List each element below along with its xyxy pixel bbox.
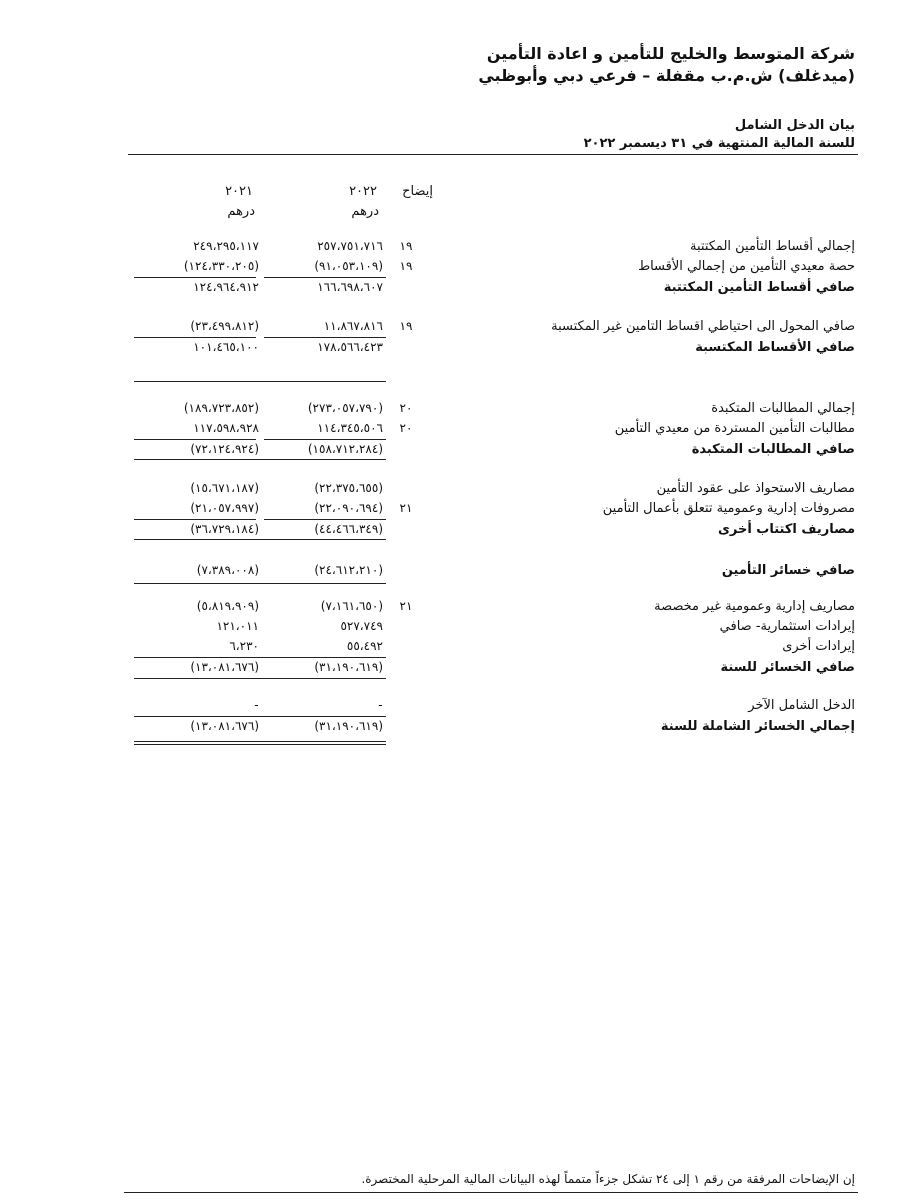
row-label-total-comprehensive-loss: إجمالي الخسائر الشاملة للسنة (660, 719, 855, 734)
row-value-2022: (١٥٨،٧١٢،٢٨٤) (307, 442, 383, 456)
row-value-2022: ١٧٨،٥٦٦،٤٢٣ (317, 340, 383, 354)
row-value-2021: (٢٣،٤٩٩،٨١٢) (190, 319, 259, 333)
subtotal-line (264, 519, 386, 520)
row-label-net-insurance-loss: صافي خسائر التأمين (721, 563, 855, 578)
subtotal-line (134, 277, 256, 278)
row-value-2021: (٣٦،٧٢٩،١٨٤) (190, 522, 259, 536)
row-value-2022: (٧،١٦١،٦٥٠) (320, 599, 383, 613)
footer-note: إن الإيضاحات المرفقة من رقم ١ إلى ٢٤ تشكل جزءاً متمماً لهذه البيانات المالية المرحلية المختصرة. (361, 1172, 855, 1186)
row-value-2021: (١٥،٦٧١،١٨٧) (190, 481, 259, 495)
row-value-2022: ٥٥،٤٩٢ (346, 639, 383, 653)
currency-2022-header: درهم (351, 204, 379, 219)
row-value-2022: (٢٧٣،٠٥٧،٧٩٠) (307, 401, 383, 415)
year-2021-header: ٢٠٢١ (225, 184, 253, 199)
section-divider (134, 459, 386, 460)
row-label-acquisition-costs: مصاريف الاستحواذ على عقود التأمين (656, 481, 855, 496)
row-value-2021: - (254, 698, 259, 712)
row-label-reinsurers-share: حصة معيدي التأمين من إجمالي الأقساط (638, 259, 855, 274)
row-value-2022: ١١،٨٦٧،٨١٦ (323, 319, 383, 333)
subtotal-line (134, 337, 256, 338)
row-label-gross-written-premiums: إجمالي أقساط التأمين المكتتبة (690, 239, 855, 254)
row-label-unallocated-admin-expenses: مصاريف إدارية وعمومية غير مخصصة (654, 599, 855, 614)
company-name: شركة المتوسط والخليج للتأمين و اعادة التأمين (486, 44, 855, 63)
row-value-2021: (١٨٩،٧٢٣،٨٥٢) (183, 401, 259, 415)
row-value-2021: ١٠١،٤٦٥،١٠٠ (193, 340, 259, 354)
note-column-header: إيضاح (402, 184, 433, 199)
row-value-2022: (٢٢،٠٩٠،٦٩٤) (314, 501, 383, 515)
row-value-2021: ١٢٤،٩٦٤،٩١٢ (193, 280, 259, 294)
subtotal-line (264, 439, 386, 440)
row-label-other-income: إيرادات أخرى (782, 639, 855, 654)
row-label-net-earned-premiums: صافي الأقساط المكتسبة (695, 340, 855, 355)
row-note: ٢١ (399, 599, 413, 613)
subtotal-line (264, 277, 386, 278)
row-value-2022: (٢٢،٣٧٥،٦٥٥) (314, 481, 383, 495)
row-value-2021: (٧،٣٨٩،٠٠٨) (196, 563, 259, 577)
row-note: ١٩ (399, 239, 413, 253)
year-2022-header: ٢٠٢٢ (349, 184, 377, 199)
row-label-net-written-premiums: صافي أقساط التأمين المكتتبة (663, 280, 855, 295)
row-label-other-underwriting-expenses: مصاريف اكتتاب أخرى (717, 522, 855, 537)
row-note: ٢١ (399, 501, 413, 515)
row-value-2021: (١٣،٠٨١،٦٧٦) (190, 660, 259, 674)
row-label-net-loss-for-year: صافي الخسائر للسنة (720, 660, 855, 675)
row-note: ٢٠ (399, 401, 413, 415)
row-value-2021: (٧٢،١٢٤،٩٢٤) (190, 442, 259, 456)
row-value-2021: ١١٧،٥٩٨،٩٢٨ (193, 421, 259, 435)
row-value-2021: (٥،٨١٩،٩٠٩) (196, 599, 259, 613)
section-divider (134, 381, 386, 382)
row-value-2021: ١٢١،٠١١ (216, 619, 259, 633)
statement-title: بيان الدخل الشامل (734, 118, 855, 133)
total-double-line-bottom (134, 744, 386, 745)
row-value-2021: (٢١،٠٥٧،٩٩٧) (190, 501, 259, 515)
row-label-reinsurance-recoveries: مطالبات التأمين المستردة من معيدي التأمين (614, 421, 855, 436)
subtotal-line (134, 716, 386, 717)
row-value-2022: ١١٤،٣٤٥،٥٠٦ (317, 421, 383, 435)
row-note: ١٩ (399, 259, 413, 273)
row-value-2022: (٢٤،٦١٢،٢١٠) (314, 563, 383, 577)
row-label-gross-claims-incurred: إجمالي المطالبات المتكبدة (711, 401, 855, 416)
row-value-2022: (٤٤،٤٦٦،٣٤٩) (314, 522, 383, 536)
row-label-investment-income: إيرادات استثمارية- صافي (719, 619, 855, 634)
row-value-2022: (٣١،١٩٠،٦١٩) (314, 719, 383, 733)
row-label-other-comprehensive-income: الدخل الشامل الآخر (748, 698, 855, 713)
row-label-unearned-premium-reserve: صافي المحول الى احتياطي اقساط التامين غير المكتسبة (551, 319, 855, 334)
row-value-2022: (٩١،٠٥٣،١٠٩) (314, 259, 383, 273)
subtotal-line (264, 337, 386, 338)
row-value-2021: ٦،٢٣٠ (229, 639, 259, 653)
row-value-2021: (١٣،٠٨١،٦٧٦) (190, 719, 259, 733)
subtotal-line (134, 439, 256, 440)
row-value-2022: ٥٢٧،٧٤٩ (340, 619, 383, 633)
row-note: ١٩ (399, 319, 413, 333)
row-value-2021: (١٢٤،٣٣٠،٢٠٥) (183, 259, 259, 273)
statement-period: للسنة المالية المنتهية في ٣١ ديسمبر ٢٠٢٢ (583, 136, 855, 151)
row-label-insurance-admin-expenses: مصروفات إدارية وعمومية تتعلق بأعمال التأمين (602, 501, 855, 516)
row-value-2021: ٢٤٩،٢٩٥،١١٧ (193, 239, 259, 253)
row-value-2022: ٢٥٧،٧٥١،٧١٦ (317, 239, 383, 253)
total-double-line-top (134, 741, 386, 742)
row-note: ٢٠ (399, 421, 413, 435)
currency-2021-header: درهم (227, 204, 255, 219)
row-value-2022: ١٦٦،٦٩٨،٦٠٧ (317, 280, 383, 294)
subtotal-line (134, 519, 256, 520)
footer-divider (124, 1192, 858, 1193)
company-branch: (ميدغلف) ش.م.ب مقفلة – فرعي دبي وأبوظبي (478, 66, 855, 85)
row-value-2022: (٣١،١٩٠،٦١٩) (314, 660, 383, 674)
row-label-net-claims-incurred: صافي المطالبات المتكبدة (691, 442, 855, 457)
header-divider (128, 154, 858, 155)
row-value-2022: - (378, 698, 383, 712)
subtotal-line (134, 657, 386, 658)
section-divider (134, 678, 386, 679)
section-divider (134, 583, 386, 584)
section-divider (134, 539, 386, 540)
